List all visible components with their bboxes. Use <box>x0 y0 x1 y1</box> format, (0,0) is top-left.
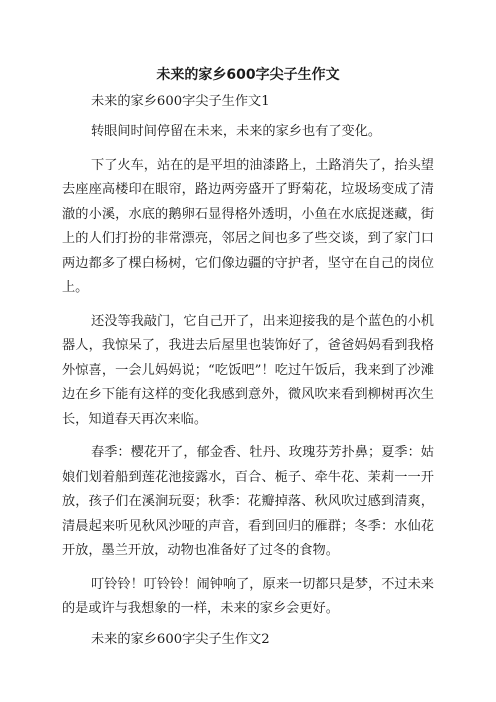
section-heading-2: 未来的家乡600字尖子生作文2 <box>91 631 270 647</box>
paragraph-2: 下了火车，站在的是平坦的油漆路上，土路消失了，抬头望去座座高楼印在眼帘，路边两旁盛开了野菊花，垃圾场变成了清澈的小溪，水底的鹅卵石显得格外透明，小鱼在水底捉迷藏，街上的人们打扮的非常漂亮，邻居之间也多了些交谈，到了家门口两边都多了棵白杨树，它们像边疆的守护者，坚守在自己的岗位上。 <box>62 157 434 295</box>
paragraph-4: 春季：樱花开了，郁金香、牡丹、玫瑰芬芳扑鼻；夏季：姑娘们划着船到莲花池接露水，百合、栀子、牵牛花、茉莉一一开放，孩子们在溪涧玩耍；秋季：花瓣掉落、秋风吹过感到清爽，清晨起来听见秋风沙哑的声音，看到回归的雁群；冬季：水仙花开放，墨兰开放，动物也准备好了过冬的食物。 <box>62 445 434 558</box>
document-title: 未来的家乡600字尖子生作文 <box>156 67 340 83</box>
paragraph-5: 叮铃铃！叮铃铃！闹钟响了，原来一切都只是梦，不过未来的是或许与我想象的一样，未来的家乡会更好。 <box>62 576 434 616</box>
document-page <box>62 0 434 702</box>
paragraph-1: 转眼间时间停留在未来，未来的家乡也有了变化。 <box>91 124 382 139</box>
section-heading-1: 未来的家乡600字尖子生作文1 <box>91 94 270 109</box>
paragraph-3: 还没等我敲门，它自己开了，出来迎接我的是个蓝色的小机器人，我惊呆了，我进去后屋里也装饰好了，爸爸妈妈看到我格外惊喜，一会儿妈妈说；“吃饭吧”！吃过午饭后，我来到了沙滩边在乡下能有这样的变化我感到意外，微风吹来看到柳树再次生长，知道春天再次来临。 <box>62 313 434 427</box>
